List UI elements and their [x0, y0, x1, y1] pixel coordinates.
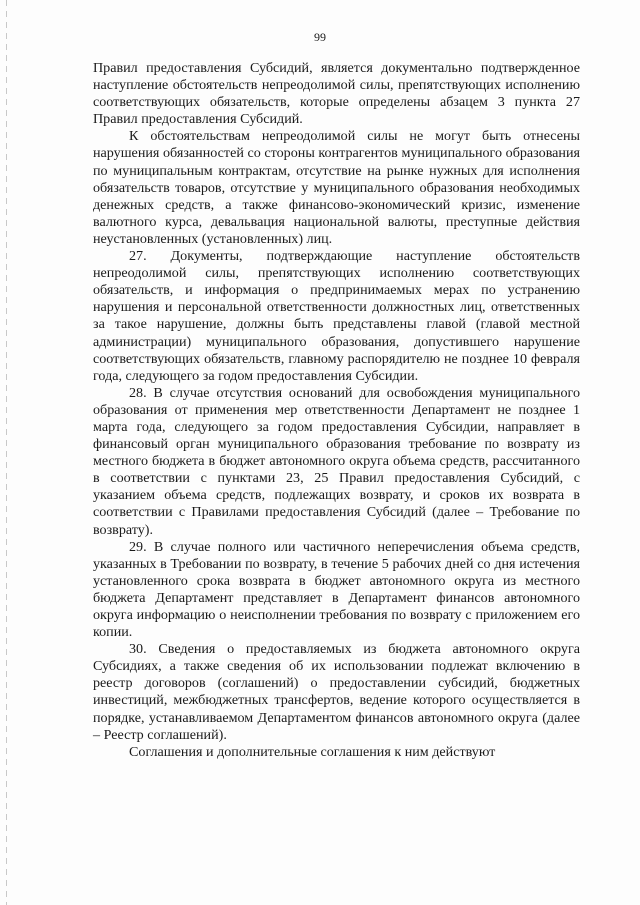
- page-number: 99: [314, 30, 326, 44]
- scan-edge-line: [6, 0, 7, 905]
- paragraph-force-majeure: К обстоятельствам непреодолимой силы не могут быть отнесены нарушения обязанностей со стороны контрагентов муниципального образования по муниципальным контрактам, отсутствие на рынке нужных для исполнения обязательств товаров, отсутствие у муниципального образования необходимых денежных средств, а также финансово-экономический кризис, изменение валютного курса, девальвация национальной валюты, преступные действия неустановленных (установленных) лиц.: [93, 128, 580, 247]
- paragraph-30: 30. Сведения о предоставляемых из бюджета автономного округа Субсидиях, а также сведения об их использовании подлежат включению в реестр договоров (соглашений) о предоставлении субсидий, бюджетных инвестиций, межбюджетных трансфертов, ведение которого осуществляется в порядке, устанавливаемом Департаментом финансов автономного округа (далее – Реестр соглашений).: [93, 641, 580, 743]
- paragraph-29: 29. В случае полного или частичного неперечисления объема средств, указанных в Требовании по возврату, в течение 5 рабочих дней со дня истечения установленного срока возврата в бюджет автономного округа из местного бюджета Департамент представляет в Департамент финансов автономного округа информацию о неисполнении требования по возврату с приложением его копии.: [93, 538, 580, 641]
- paragraph-continuation: Правил предоставления Субсидий, является документально подтвержденное наступление обстоятельств непреодолимой силы, препятствующих исполнению соответствующих обязательств, которые определены абзацем 3 пункта 27 Правил предоставления Субсидий.: [93, 60, 580, 128]
- paragraph-28: 28. В случае отсутствия оснований для освобождения муниципального образования от применения мер ответственности Департамент не позднее 1 марта года, следующего за годом предоставления Субсидии, направляет в финансовый орган муниципального образования требование по возврату из местного бюджета в бюджет автономного округа объема средств, рассчитанного в соответствии с пунктами 23, 25 Правил предоставления Субсидий, с указанием объема средств, подлежащих возврату, и сроков их возврата в соответствии с Правилами предоставления Субсидий (далее – Требование по возврату).: [93, 384, 580, 538]
- paragraph-agreements: Соглашения и дополнительные соглашения к ним действуют: [129, 743, 496, 760]
- document-body: [93, 60, 580, 761]
- paragraph-27: 27. Документы, подтверждающие наступление обстоятельств непреодолимой силы, препятствующих исполнению соответствующих обязательств, и информация о предпринимаемых мерах по устранению нарушения и персональной ответственности должностных лиц, ответственных за такое нарушение, должны быть представлены главой (главой местной администрации) муниципального образования, допустившего нарушение соответствующих обязательств, главному распорядителю не позднее 10 февраля года, следующего за годом предоставления Субсидии.: [93, 248, 580, 384]
